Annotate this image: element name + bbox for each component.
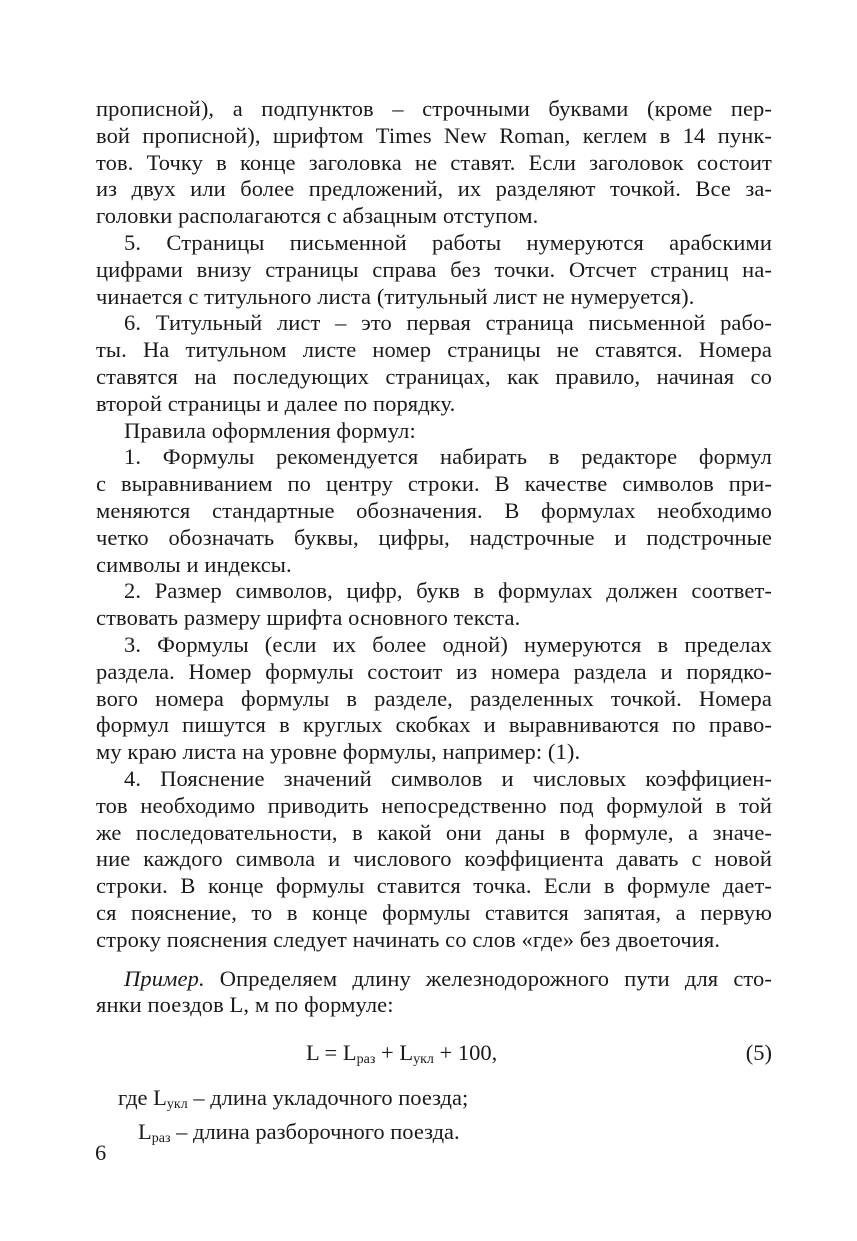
text-line: головки располагаются с абзацным отступом.: [96, 203, 539, 229]
explanation-text: – длина укладочного поезда;: [187, 1085, 469, 1111]
text-line: формул пишутся в круглых скобках и выравниваются по право-: [96, 712, 772, 738]
text-line: ставятся на последующих страницах, как правило, начиная со: [96, 363, 772, 389]
explanation-symbol: L: [153, 1085, 167, 1111]
formula-operator: +: [433, 1040, 458, 1066]
text-line: 1. Формулы рекомендуется набирать в редакторе формул: [124, 444, 772, 470]
text-line: ние каждого символа и числового коэффициента давать с новой: [96, 846, 772, 872]
formula-row: [96, 1039, 772, 1067]
example-label: Пример.: [124, 965, 205, 991]
text-line: с выравниванием по центру строки. В качестве символов при-: [96, 471, 772, 497]
formula-subscript: раз: [356, 1052, 376, 1068]
formula-number: (5): [745, 1040, 772, 1066]
explanation-text: – длина разборочного поезда.: [170, 1118, 460, 1144]
explanation-line: [96, 1119, 772, 1153]
text-line: ся пояснение, то в конце формулы ставится запятая, а первую: [96, 899, 772, 925]
formula-operator: =: [318, 1040, 343, 1066]
formula-symbol: L: [342, 1040, 357, 1066]
formula-symbol: L: [399, 1040, 414, 1066]
text-line: из двух или более предложений, их разделяют точкой. Все за-: [96, 176, 772, 202]
page-content: [96, 96, 772, 1153]
text-line: ствовать размеру шрифта основного текста.: [96, 605, 521, 631]
where-word: где: [118, 1085, 154, 1111]
text-line: тов. Точку в конце заголовка не ставят. Если заголовок состоит: [96, 149, 772, 175]
text-line: строки. В конце формулы ставится точка. Если в формуле дает-: [96, 873, 772, 899]
text-line: тов необходимо приводить непосредственно под формулой в той: [96, 792, 772, 818]
text-line: строку пояснения следует начинать со слов «где» без двоеточия.: [96, 926, 721, 952]
example-line-2: янки поездов L, м по формуле:: [96, 992, 394, 1018]
text-line: прописной), а подпунктов – строчными буквами (кроме пер-: [96, 96, 772, 121]
explanation-symbol: L: [138, 1118, 152, 1144]
explanation-line: [96, 1085, 772, 1119]
text-line: вой прописной), шрифтом Times New Roman, кеглем в 14 пунк-: [96, 122, 772, 148]
text-line: вого номера формулы в разделе, разделенных точкой. Номера: [96, 685, 772, 711]
formula-symbol: L: [306, 1040, 319, 1066]
text-line: 4. Пояснение значений символов и числовых коэффициен-: [124, 765, 772, 791]
text-line: Правила оформления формул:: [124, 417, 416, 443]
text-line: же последовательности, в какой они даны в формуле, а значе-: [96, 819, 772, 845]
text-line: 2. Размер символов, цифр, букв в формулах должен соответ-: [124, 578, 772, 604]
text-line: 5. Страницы письменной работы нумеруются арабскими: [124, 229, 772, 255]
text-line: му краю листа на уровне формулы, например: (1).: [96, 739, 581, 765]
text-line: четко обозначать буквы, цифры, надстрочные и подстрочные: [96, 524, 772, 550]
explanation-subscript: раз: [151, 1130, 171, 1146]
text-line: чинается с титульного листа (титульный лист не нумеруется).: [96, 283, 695, 309]
example-line-1: [96, 966, 772, 993]
text-line: цифрами внизу страницы справа без точки. Отсчет страниц на-: [96, 256, 772, 282]
formula-constant: 100,: [457, 1040, 498, 1066]
formula-operator: +: [375, 1040, 400, 1066]
text-line: раздела. Номер формулы состоит из номера раздела и порядко-: [96, 658, 772, 684]
text-line: второй страницы и далее по порядку.: [96, 390, 456, 416]
text-line: ты. На титульном листе номер страницы не ставятся. Номера: [96, 337, 772, 363]
formula-subscript: укл: [413, 1052, 434, 1068]
example-text: Определяем длину железнодорожного пути для сто-: [204, 965, 772, 991]
body-text: [96, 96, 772, 954]
text-line: символы и индексы.: [96, 551, 292, 577]
formula-explanation: [96, 1085, 772, 1153]
text-line: меняются стандартные обозначения. В формулах необходимо: [96, 497, 772, 523]
page-number: 6: [95, 1140, 107, 1165]
explanation-subscript: укл: [166, 1097, 188, 1113]
text-line: 3. Формулы (если их более одной) нумеруются в пределах: [124, 631, 772, 657]
formula: [306, 1039, 497, 1074]
text-line: 6. Титульный лист – это первая страница письменной рабо-: [124, 310, 772, 336]
